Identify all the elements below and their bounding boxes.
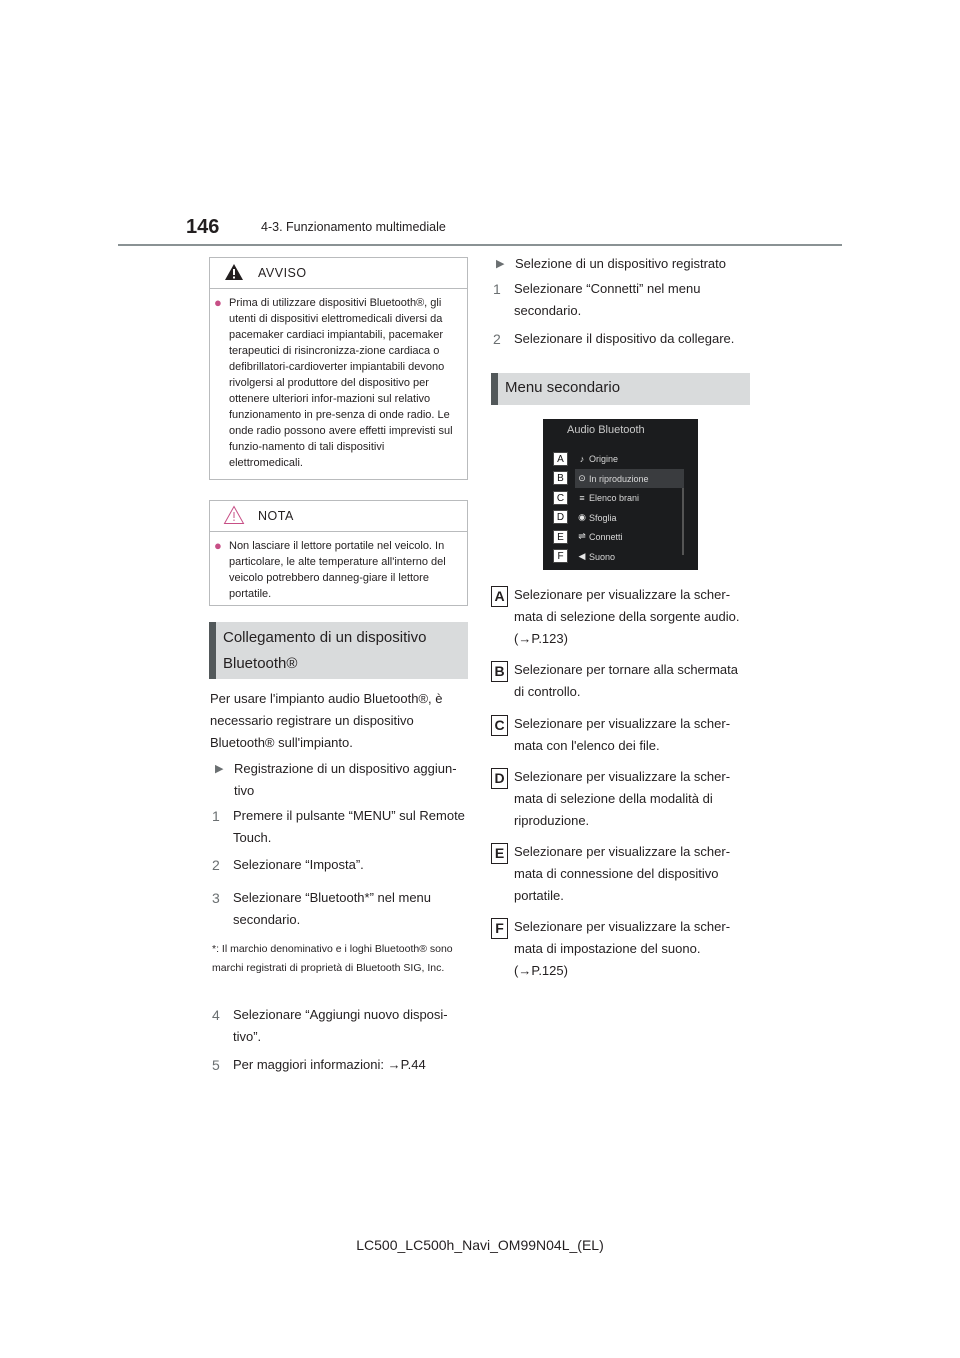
footnote: *: Il marchio denominativo e i loghi Bluetooth® sono marchi registrati di proprietà di Bluetooth SIG, Inc. xyxy=(212,943,453,974)
warning-text: Prima di utilizzare dispositivi Bluetooth®, gli utenti di dispositivi elettromedicali diversi da pacemaker cardiaci impiantabili, pacemaker terapeutici di risincronizza-zione cardiaca o defibrillatori-cardioverter impiantabili devono rivolgersi al produttore del dispositivo per ottenere ulteriori infor-mazioni sul relativo funzionamento in pre-senza di onde radio. Le onde radio possono avere effetti imprevisti sul funzio-namento di tali dispositivi elettromedicali. xyxy=(229,297,453,469)
warning-body xyxy=(210,289,467,477)
bullet-icon: ● xyxy=(214,295,222,310)
note-body xyxy=(210,532,467,608)
menu-item-label: Origine xyxy=(589,453,619,464)
browse-icon: ◉ xyxy=(578,512,586,522)
step-item xyxy=(493,328,755,350)
note-text: Non lasciare il lettore portatile nel veicolo. In particolare, le alte temperature all'interno del veicolo potrebbero danneg-giare il lettore portatile. xyxy=(229,540,446,600)
callout-label-f: F xyxy=(553,549,568,563)
source-icon: ♪ xyxy=(579,453,585,464)
play-icon: ⊙ xyxy=(578,473,586,483)
connect-icon: ⇌ xyxy=(578,531,586,541)
subheading-select-registered xyxy=(496,253,758,275)
letter-badge-a: A xyxy=(491,586,508,607)
section-heading-bluetooth xyxy=(209,622,468,679)
step-text: Selezionare “Imposta”. xyxy=(233,857,364,872)
callout-label-e: E xyxy=(553,530,568,544)
screen-title: Audio Bluetooth xyxy=(567,424,645,436)
subheading-text: Registrazione di un dispositivo aggiun-tivo xyxy=(234,761,457,798)
warning-icon xyxy=(210,263,258,284)
subheading-register xyxy=(215,758,468,802)
menu-item-origine[interactable] xyxy=(575,449,684,468)
step-number: 1 xyxy=(212,808,220,824)
menu-item-elenco-brani[interactable] xyxy=(575,488,684,507)
letter-badge-b: B xyxy=(491,661,508,682)
step-item xyxy=(212,887,468,931)
menu-item-connetti[interactable] xyxy=(575,527,684,546)
description-a: Selezionare per visualizzare la scher-mata di selezione della sorgente audio. (→P.123) xyxy=(514,587,740,646)
step-item xyxy=(212,1004,468,1048)
callout-label-b: B xyxy=(553,471,568,485)
section-title: 4-3. Funzionamento multimediale xyxy=(261,220,446,234)
warning-header xyxy=(210,258,467,289)
description-e: Selezionare per visualizzare la scher-mata di connessione del dispositivo portatile. xyxy=(514,844,731,903)
step-item xyxy=(212,1054,468,1076)
heading-line-2: Bluetooth® xyxy=(223,655,298,672)
step-text: Selezionare “Bluetooth*” nel menu secondario. xyxy=(233,890,432,927)
step-number: 4 xyxy=(212,1007,220,1023)
subheading-text: Selezione di un dispositivo registrato xyxy=(515,256,727,271)
step-item xyxy=(212,805,468,849)
bullet-icon: ● xyxy=(214,538,222,553)
step-number: 1 xyxy=(493,281,501,297)
note-box xyxy=(209,500,468,606)
section-heading-submenu: Menu secondario xyxy=(491,373,750,405)
menu-item-suono[interactable] xyxy=(575,547,684,566)
letter-badge-c: C xyxy=(491,715,508,736)
letter-badge-e: E xyxy=(491,843,508,864)
header-rule xyxy=(118,244,842,246)
step-number: 2 xyxy=(212,857,220,873)
step-text: Selezionare “Connetti” nel menu secondario. xyxy=(514,281,701,318)
tracklist-icon: ≡ xyxy=(579,492,585,503)
menu-item-label: Sfoglia xyxy=(589,512,617,523)
description-f: Selezionare per visualizzare la scher-mata di impostazione del suono. (→P.125) xyxy=(514,919,731,978)
step-text: Selezionare “Aggiungi nuovo disposi-tivo”. xyxy=(233,1007,448,1044)
step-text: Premere il pulsante “MENU” sul Remote Touch. xyxy=(233,808,465,845)
step-text: Per maggiori informazioni: →P.44 xyxy=(233,1057,426,1072)
page-number: 146 xyxy=(186,216,220,238)
description-d: Selezionare per visualizzare la scher-mata di selezione della modalità di riproduzione. xyxy=(514,769,731,828)
menu-item-in-riproduzione[interactable] xyxy=(575,469,684,488)
menu-item-sfoglia[interactable] xyxy=(575,508,684,527)
menu-item-label: In riproduzione xyxy=(589,473,649,484)
letter-badge-f: F xyxy=(491,918,508,939)
callout-label-d: D xyxy=(553,510,568,524)
letter-badge-d: D xyxy=(491,768,508,789)
triangle-arrow-icon: ▶ xyxy=(496,258,505,270)
description-b: Selezionare per tornare alla schermata di controllo. xyxy=(514,662,739,699)
callout-label-a: A xyxy=(553,452,568,466)
callout-label-c: C xyxy=(553,491,568,505)
step-number: 5 xyxy=(212,1057,220,1073)
warning-item xyxy=(214,295,459,471)
intro-paragraph: Per usare l'impianto audio Bluetooth®, è necessario registrare un dispositivo Bluetooth® sull'impianto. xyxy=(210,691,443,750)
step-text: Selezionare il dispositivo da collegare. xyxy=(514,331,735,346)
note-item xyxy=(214,538,459,602)
step-item xyxy=(493,278,755,322)
sound-icon: ◀ xyxy=(578,551,586,561)
step-number: 3 xyxy=(212,890,220,906)
menu-item-label: Suono xyxy=(589,551,616,562)
step-item xyxy=(212,854,468,876)
note-header xyxy=(210,501,467,532)
menu-item-label: Connetti xyxy=(589,531,623,542)
warning-box xyxy=(209,257,468,480)
description-c: Selezionare per visualizzare la scher-mata con l'elenco dei file. xyxy=(514,716,731,753)
warning-title: AVVISO xyxy=(258,266,307,280)
menu-item-label: Elenco brani xyxy=(589,492,640,503)
triangle-arrow-icon: ▶ xyxy=(215,763,224,775)
caution-icon xyxy=(210,505,258,528)
step-number: 2 xyxy=(493,331,501,347)
document-footer: LC500_LC500h_Navi_OM99N04L_(EL) xyxy=(356,1237,604,1253)
heading-line-1: Collegamento di un dispositivo xyxy=(223,629,427,646)
note-title: NOTA xyxy=(258,509,294,523)
